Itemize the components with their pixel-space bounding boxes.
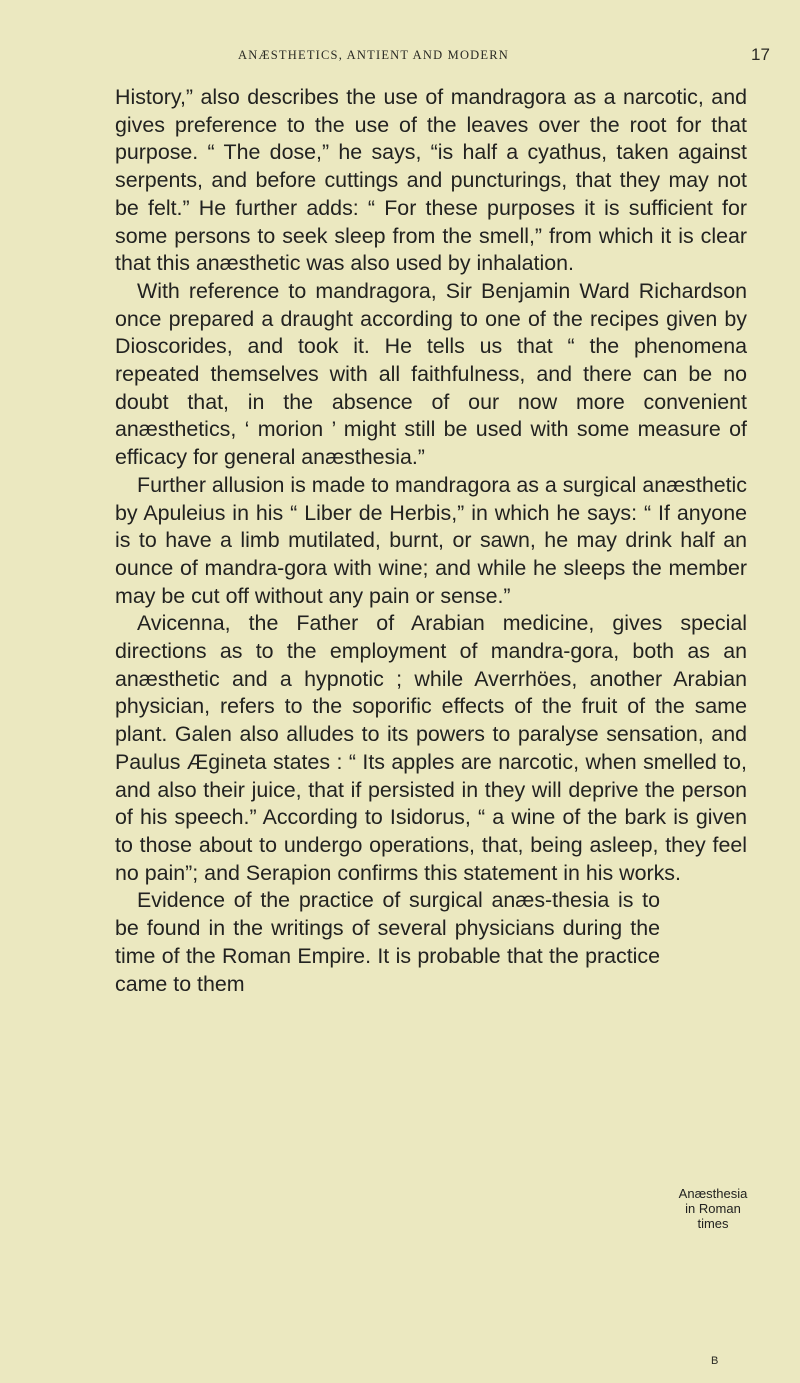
page-number: 17 <box>751 45 770 64</box>
paragraph-apuleius: Further allusion is made to mandragora as a surgical anæsthetic by Apuleius in his “ Liber de Herbis,” in which he says: “ If anyone is to have a limb mutilated, burnt, or sawn, he may drink half an ounce of mandra-gora with wine; and while he sleeps the member may be cut off without any pain or sense.” <box>115 472 747 608</box>
marginal-note-line: in Roman <box>685 1201 741 1216</box>
marginal-note-line: Anæsthesia <box>678 1186 748 1201</box>
paragraph-richardson: With reference to mandragora, Sir Benjamin Ward Richardson once prepared a draught according to one of the recipes given by Dioscorides, and took it. He tells us that “ the phenomena repeated themselves with all faithfulness, and there can be no doubt that, in the absence of our now more convenient anæsthetics, ‘ morion ’ might still be used with some measure of efficacy for general anæsthesia.” <box>115 278 747 470</box>
signature-mark: B <box>711 1355 719 1367</box>
body-text <box>115 84 747 998</box>
paragraph-continuation: History,” also describes the use of mandragora as a narcotic, and gives preference to the use of the leaves over the root for that purpose. “ The dose,” he says, “is half a cyathus, taken against serpents, and before cuttings and puncturings, that they may not be felt.” He further adds: “ For these purposes it is sufficient for some persons to seek sleep from the smell,” from which it is clear that this anæsthetic was also used by inhalation. <box>115 85 747 276</box>
paragraph-roman-empire: Evidence of the practice of surgical anæs-thesia is to be found in the writings of several physicians during the time of the Roman Empire. It is probable that the practice came to them <box>115 888 660 996</box>
marginal-note <box>663 1186 763 1231</box>
marginal-note-line: times <box>697 1216 729 1231</box>
paragraph-avicenna: Avicenna, the Father of Arabian medicine, gives special directions as to the employment of mandra-gora, both as an anæsthetic and a hypnotic ; while Averrhöes, another Arabian physician, refers to the soporific effects of the fruit of the same plant. Galen also alludes to its powers to paralyse sensation, and Paulus Ægineta states : “ Its apples are narcotic, when smelled to, and also their juice, that if persisted in they will deprive the person of his speech.” According to Isidorus, “ a wine of the bark is given to those about to undergo operations, that, being asleep, they feel no pain”; and Serapion confirms this statement in his works. <box>115 611 747 885</box>
running-head: ANÆSTHETICS, ANTIENT AND MODERN <box>238 48 510 62</box>
